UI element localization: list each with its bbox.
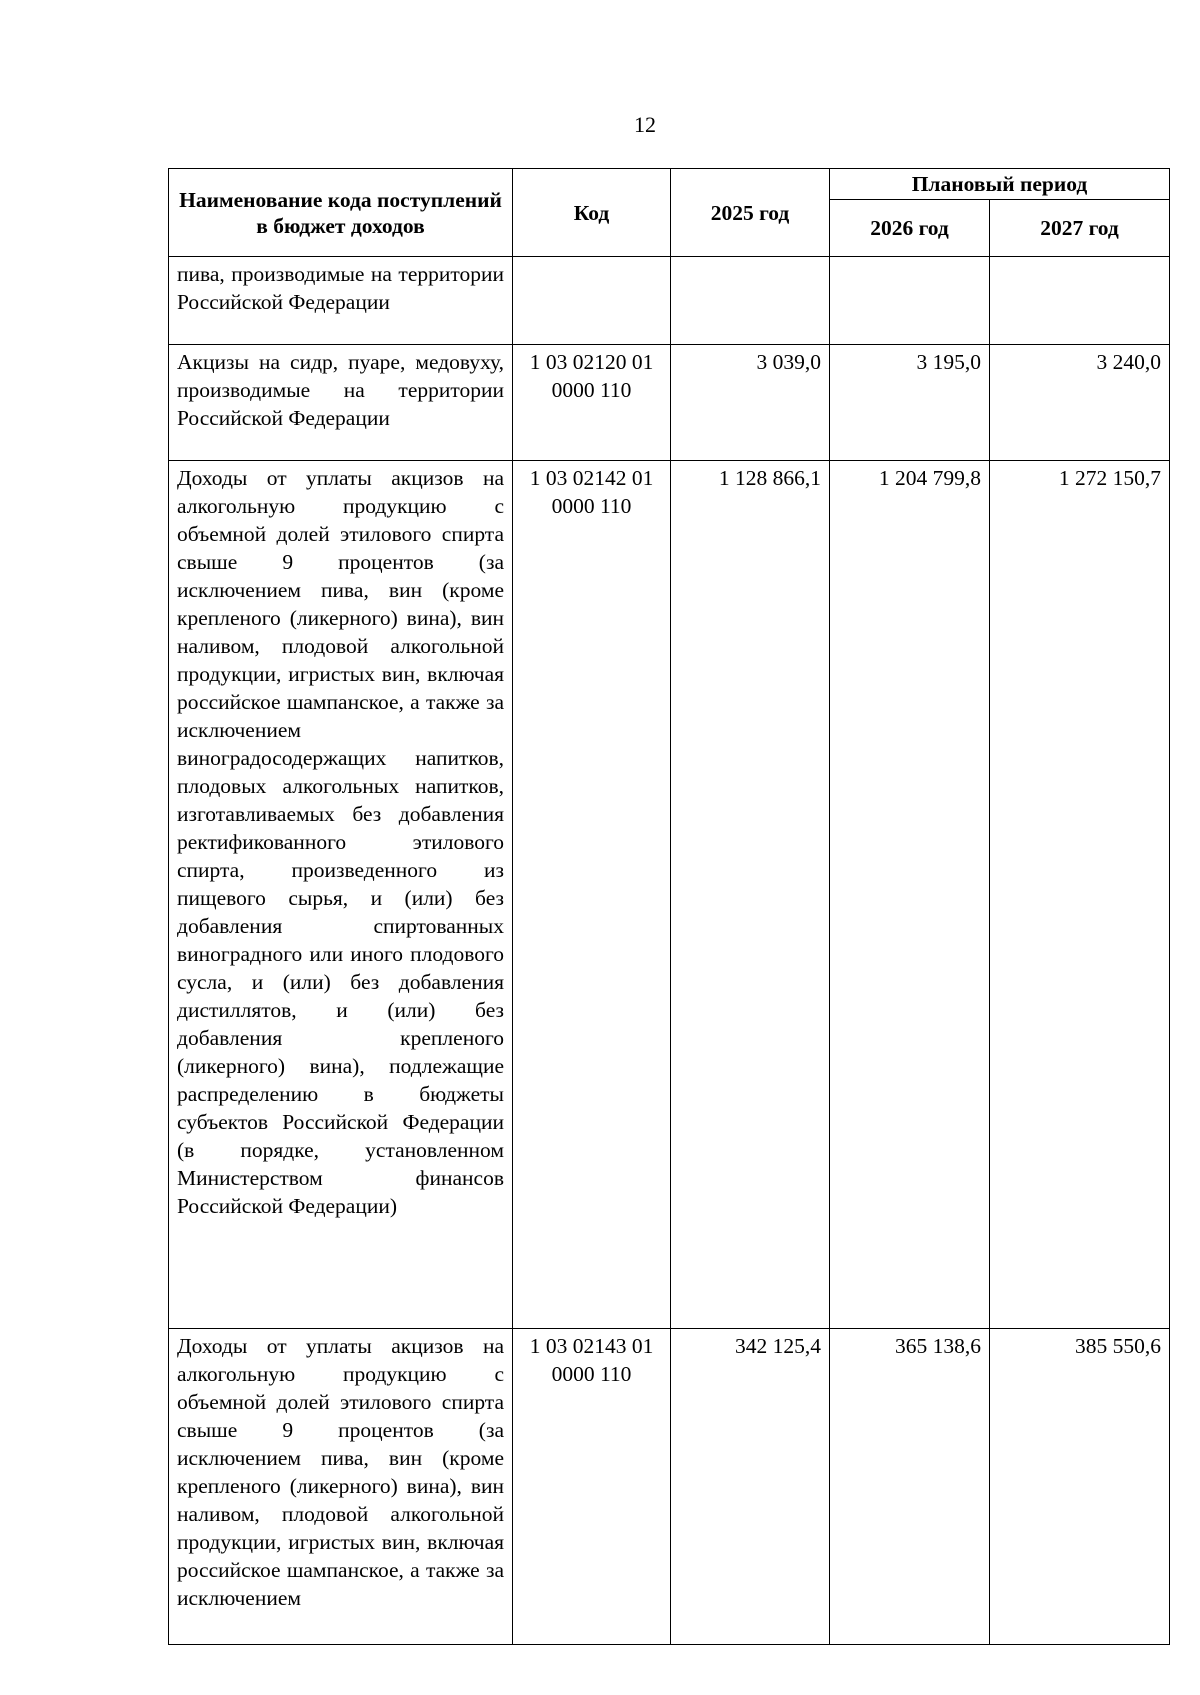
table-row — [169, 1329, 1170, 1645]
row-value-2027: 3 240,0 — [990, 345, 1170, 461]
row-name: пива, производимые на территории Российской Федерации — [169, 257, 513, 345]
page-number: 12 — [634, 112, 656, 137]
header-year-2025: 2025 год — [671, 169, 830, 257]
row-code — [513, 257, 671, 345]
row-value-2027 — [990, 257, 1170, 345]
row-name: Акцизы на сидр, пуаре, медовуху, производимые на территории Российской Федерации — [169, 345, 513, 461]
header-planning-period: Плановый период — [830, 169, 1170, 200]
table-row — [169, 345, 1170, 461]
header-code: Код — [513, 169, 671, 257]
header-name: Наименование кода поступлений в бюджет доходов — [169, 169, 513, 257]
row-name: Доходы от уплаты акцизов на алкогольную продукцию с объемной долей этилового спирта свыше 9 процентов (за исключением пива, вин (кроме крепленого (ликерного) вина), вин наливом, плодовой алкогольной продукции, игристых вин, включая российское шампанское, а также за исключением — [169, 1329, 513, 1645]
row-name: Доходы от уплаты акцизов на алкогольную продукцию с объемной долей этилового спирта свыше 9 процентов (за исключением пива, вин (кроме крепленого (ликерного) вина), вин наливом, плодовой алкогольной продукции, игристых вин, включая российское шампанское, а также за исключением виноградосодержащих напитков, плодовых алкогольных напитков, изготавливаемых без добавления ректификованного этилового спирта, произведенного из пищевого сырья, и (или) без добавления спиртованных виноградного или иного плодового сусла, и (или) без добавления дистиллятов, и (или) без добавления крепленого (ликерного) вина), подлежащие распределению в бюджеты субъектов Российской Федерации (в порядке, установленном Министерством финансов Российской Федерации) — [169, 461, 513, 1329]
table-header — [169, 169, 1170, 257]
row-value-2026: 1 204 799,8 — [830, 461, 990, 1329]
row-code: 1 03 02143 01 0000 110 — [513, 1329, 671, 1645]
table-row — [169, 257, 1170, 345]
row-value-2026 — [830, 257, 990, 345]
row-value-2025: 3 039,0 — [671, 345, 830, 461]
row-value-2027: 385 550,6 — [990, 1329, 1170, 1645]
row-value-2026: 365 138,6 — [830, 1329, 990, 1645]
row-value-2026: 3 195,0 — [830, 345, 990, 461]
table-row — [169, 461, 1170, 1329]
header-year-2026: 2026 год — [830, 200, 990, 257]
row-value-2025 — [671, 257, 830, 345]
row-value-2025: 342 125,4 — [671, 1329, 830, 1645]
header-year-2027: 2027 год — [990, 200, 1170, 257]
revenue-table — [168, 168, 1170, 1645]
row-value-2025: 1 128 866,1 — [671, 461, 830, 1329]
row-code: 1 03 02120 01 0000 110 — [513, 345, 671, 461]
row-value-2027: 1 272 150,7 — [990, 461, 1170, 1329]
row-code: 1 03 02142 01 0000 110 — [513, 461, 671, 1329]
